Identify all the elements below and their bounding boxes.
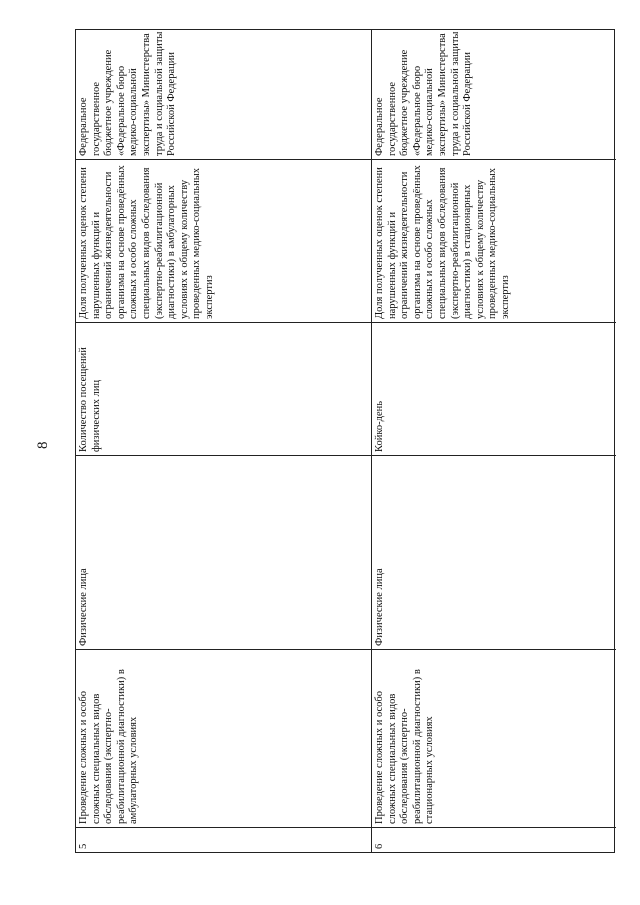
row-number-cell: 5: [78, 843, 89, 849]
recipient-category-cell: Физические лица: [372, 456, 616, 650]
institution-cell: Федеральное государственное бюджетное учреждение «Федеральное бюро медико-социальной экспертизы» Министерства труда и социальной защиты Российской Федерации: [372, 28, 616, 160]
indicator-cell: Доля полученных оценок степени нарушенных функций и ограничений жизнедеятельности организма на основе проведённых сложных и особо сложных специальных видов обследования (экспертно-реабилитационной диагностики) в стационарных условиях к общему количеству проведенных медико-социальных экспертиз: [372, 160, 616, 323]
table-row: [76, 30, 371, 852]
unit-cell: Количество посещений физических лиц: [76, 323, 371, 456]
service-name-cell: Проведение сложных и особо сложных специальных видов обследования (экспертно-реабилитационной диагностики) в стационарных условиях: [372, 650, 616, 828]
indicator-cell: Доля полученных оценок степени нарушенных функций и ограничений жизнедеятельности организма на основе проведённых сложных и особо сложных специальных видов обследования (экспертно-реабилитационной диагностики) в амбулаторных условиях к общему количеству проведенных медико-социальных экспертиз: [76, 160, 371, 323]
recipient-category-cell: Физические лица: [76, 456, 371, 650]
table-row: [371, 30, 616, 852]
unit-cell: Койко-день: [372, 323, 616, 456]
page-number: 8: [35, 441, 51, 449]
services-table: [75, 29, 615, 853]
row-number-cell: 6: [374, 843, 385, 849]
service-name-cell: Проведение сложных и особо сложных специальных видов обследования (экспертно-реабилитационной диагностики) в амбулаторных условиях: [76, 650, 371, 828]
institution-cell: Федеральное государственное бюджетное учреждение «Федеральное бюро медико-социальной экспертизы» Министерства труда и социальной защиты Российской Федерации: [76, 28, 371, 160]
